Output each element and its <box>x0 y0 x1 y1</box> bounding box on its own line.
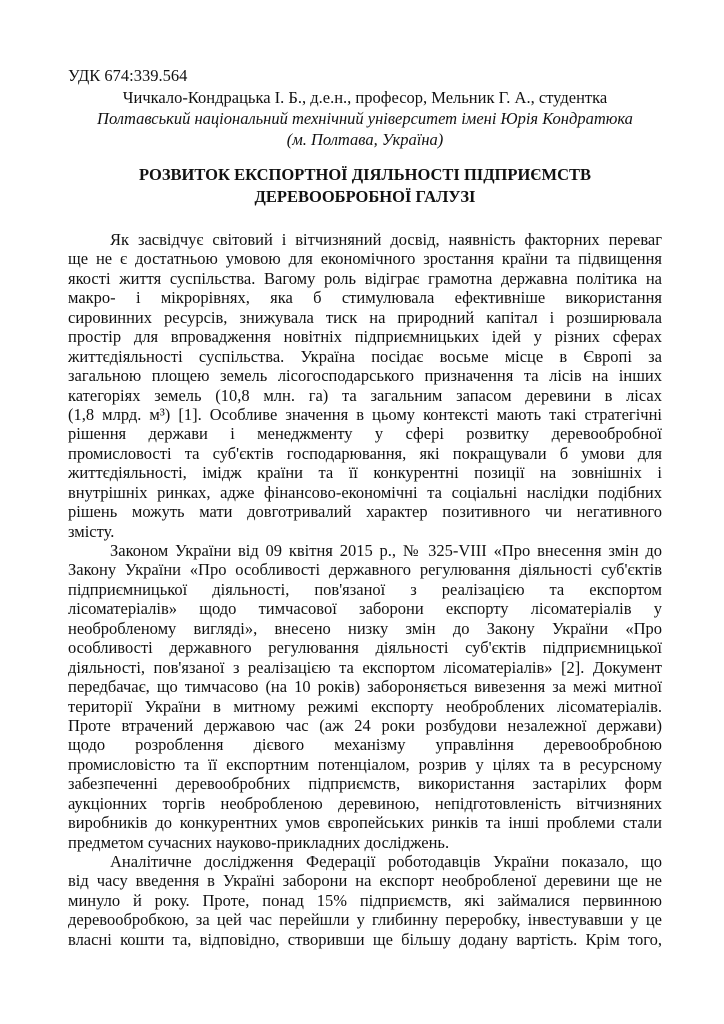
text-line: (1,8 млрд. м³) [1]. Особливе значення в цьому контексті мають такі стратегічні <box>68 404 662 424</box>
text-line: загальною площею земель лісогосподарського призначення та лісів на інших <box>68 366 662 386</box>
text-line: ще не є достатньою умовою для економічного зростання країни та підвищення <box>68 249 662 269</box>
title-line-2: ДЕРЕВООБРОБНОЇ ГАЛУЗІ <box>254 187 476 206</box>
city: (м. Полтава, Україна) <box>286 130 444 149</box>
text-line: аукціонних торгів необробленою деревиною, непідготовленість вітчизняних <box>68 793 662 813</box>
text-line: Як засвідчує світовий і вітчизняний досвід, наявність факторних переваг <box>110 230 662 249</box>
text-line: від часу введення в Україні заборони на експорт необробленої деревини ще не <box>68 871 662 891</box>
text-line: макро- і мікрорівнях, яка б стимулювала ефективніше використання <box>68 288 662 308</box>
paragraph <box>68 230 662 541</box>
text-line: лісоматеріалів» щодо тимчасової заборони експорту лісоматеріалів у <box>68 599 662 619</box>
text-line: минуло й року. Проте, понад 15% підприємств, які займалися первинною <box>68 890 662 910</box>
article-title <box>68 164 662 208</box>
text-line: власні кошти та, відповідно, створивши ще більшу додану вартість. Крім того, <box>68 929 662 949</box>
text-line: необробленому вигляді», внесено низку змін до Закону України «Про <box>68 618 662 638</box>
text-line: категоріях земель (10,8 млн. га) та загальним запасом деревини в лісах <box>68 385 662 405</box>
text-line: щодо розроблення дієвого механізму управління деревообробною <box>68 735 662 755</box>
text-line: життєдіяльності, імідж країни та її конкурентні позиції на зовнішніх і <box>68 463 662 483</box>
text-line: Закону України «Про особливості державного регулювання діяльності суб'єктів <box>68 560 662 580</box>
text-line: виробників до конкурентних умов європейських ринків та інші проблеми стали <box>68 813 662 833</box>
text-line: внутрішніх ринках, адже фінансово-економічні та соціальні наслідки подібних <box>68 482 662 502</box>
text-line: промисловості та суб'єктів господарювання, які покращували б умови для <box>68 443 662 463</box>
title-line-1: РОЗВИТОК ЕКСПОРТНОЇ ДІЯЛЬНОСТІ ПІДПРИЄМСТВ <box>139 165 591 184</box>
text-line: життєдіяльності суспільства. Україна посідає восьме місце в Європі за <box>68 346 662 366</box>
article-body <box>68 230 662 949</box>
text-line: території України в митному режимі експорту необроблених лісоматеріалів. <box>68 696 662 716</box>
text-line: предметом сучасних науково-прикладних досліджень. <box>68 832 450 852</box>
text-line: Проте втрачений державою час (аж 24 роки розбудови незалежної держави) <box>68 715 662 735</box>
paragraph <box>68 541 662 852</box>
text-line: забезпеченні деревообробних підприємств, використання застарілих форм <box>68 774 662 794</box>
text-line: промисловістю та її експортним потенціалом, розрив у цілях та в ресурсному <box>68 754 662 774</box>
text-line: змісту. <box>68 521 115 541</box>
document-page <box>68 66 662 949</box>
authors: Чичкало-Кондрацька І. Б., д.е.н., професор, Мельник Г. А., студентка <box>122 88 608 107</box>
text-line: особливості державного регулювання діяльності суб'єктів підприємницької <box>68 638 662 658</box>
text-line: підприємницької діяльності, пов'язаної з реалізацією та експортом <box>68 579 662 599</box>
text-line: рішення держави і менеджменту у сфері розвитку деревообробної <box>68 424 662 444</box>
udk-code: УДК 674:339.564 <box>68 66 188 85</box>
text-line: сировинних ресурсів, знижувала тиск на природний капітал і розширювала <box>68 307 662 327</box>
text-line: передбачає, що тимчасово (на 10 років) забороняється вивезення за межі митної <box>68 677 662 697</box>
text-line: якості життя суспільства. Вагому роль відіграє грамотна державна політика на <box>68 268 662 288</box>
affiliation: Полтавський національний технічний університет імені Юрія Кондратюка <box>97 109 633 128</box>
paragraph <box>68 852 662 949</box>
text-line: простір для впровадження новітніх підприємницьких ідей у різних сферах <box>68 327 662 347</box>
text-line: діяльності, пов'язаної з реалізацією та експортом лісоматеріалів» [2]. Документ <box>68 657 662 677</box>
text-line: Законом України від 09 квітня 2015 р., № 325-VIII «Про внесення змін до <box>110 541 662 560</box>
text-line: Аналітичне дослідження Федерації роботодавців України показало, що <box>110 852 662 871</box>
text-line: деревообробкою, за цей час перейшли у глибинну переробку, інвестувавши у це <box>68 910 662 930</box>
text-line: рішень можуть мати довготривалий характер позитивного чи негативного <box>68 502 662 522</box>
